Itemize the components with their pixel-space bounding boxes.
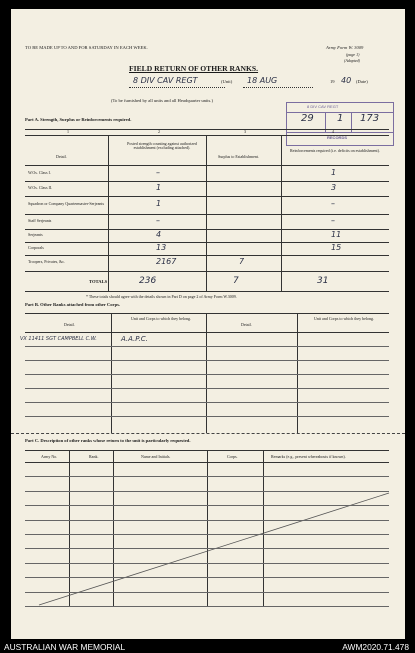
part-b-heading: Part B. Other Ranks attached from other Corps. [25,302,121,307]
ruled-line [25,346,389,347]
total-reinf: 31 [317,276,329,286]
part-b-unit-entry: A.A.P.C. [121,335,148,343]
ruled-line [25,402,389,403]
date-label: (Date) [356,79,368,84]
ruled-line [25,577,389,578]
year-entry: 40 [341,76,352,85]
strike-through-line [11,9,405,639]
part-a-row-posted: 4 [156,229,162,239]
col-header-detail: Detail. [56,154,67,159]
part-a-row-reinf: 15 [331,242,342,252]
credit-bar [0,640,415,653]
part-a-row-posted: 1 [156,199,162,208]
form-name: Army Form W. 3009 [326,45,364,50]
part-a-row-detail: Staff Serjeants [28,217,52,223]
part-c-heading: Part C. Description of other ranks whose return to the unit is particularly requested. [25,438,191,443]
ruled-line [25,520,389,521]
part-a-row-posted: – [156,215,160,225]
part-a-row-detail: W.Os. Class II. [28,184,53,190]
date-entry: 18 AUG [247,76,278,85]
part-b-detail-entry: VX 11411 SGT CAMPBELL C.W. [20,336,97,342]
credit-right: AWM2020.71.478 [342,642,409,652]
part-a-row-posted: 13 [156,242,167,252]
col-header-reinf: Reinforcements required (i.e. deficits on establishment). [290,148,380,153]
total-surplus: 7 [233,276,239,286]
ruled-line [25,534,389,535]
ruled-line [25,606,389,607]
col-header-posted: Posted strength counting against authorized establishment (excluding attached). [127,141,197,150]
part-a-row-detail: Serjeants [28,231,43,237]
row-rule [25,255,389,256]
furnished-note: (To be furnished by all units and all Headquarter units.) [111,98,213,103]
credit-left: AUSTRALIAN WAR MEMORIAL [4,642,126,652]
part-a-row-posted: 1 [156,182,162,192]
part-a-row-reinf: – [331,199,335,208]
ruled-line [25,360,389,361]
part-a-row-detail: Corporals [28,244,44,250]
instruction-text: TO BE MADE UP TO AND FOR SATURDAY IN EACH WEEK. [25,45,148,50]
ruled-line [25,491,389,492]
part-a-row-reinf: 11 [331,229,342,239]
part-a-row-posted: – [156,167,160,177]
part-a-row-detail: Squadron or Company Quartermaster-Serjeants [28,201,105,206]
form-page: (page 1) [346,52,360,57]
unit-entry: 8 DIV CAV REGT [133,76,198,85]
row-rule [25,196,389,197]
registry-stamp: 8 DIV CAV REGT 29 1 173 RECORDS [286,102,394,146]
ruled-line [25,476,389,477]
part-a-footnote: * These totals should agree with the details shown in Part D on page 2 of Army Form W.3009. [86,294,237,299]
part-a-row-reinf: 1 [331,167,337,177]
ruled-line [25,505,389,506]
row-rule [25,181,389,182]
ruled-line [25,592,389,593]
year-prefix: 19 [330,79,335,84]
part-a-row-detail: W.Os. Class I. [28,169,51,175]
part-a-row-reinf: 3 [331,182,337,192]
ruled-line [25,563,389,564]
part-a-heading: Part A. Strength, Surplus or Reinforcements required. [25,117,132,122]
col-header-surplus: Surplus to Establishment. [218,154,259,159]
row-rule [25,214,389,215]
unit-label: (Unit) [221,79,233,84]
part-a-row-posted: 2167 [156,257,177,266]
part-a-row-surplus: 7 [239,257,245,266]
ruled-line [25,374,389,375]
form-title: FIELD RETURN OF OTHER RANKS. [129,64,259,73]
ruled-line [25,416,389,417]
ruled-line [25,548,389,549]
total-posted: 236 [139,276,157,286]
row-rule [25,271,389,272]
totals-label: TOTALS [89,279,108,284]
part-a-row-reinf: – [331,215,335,225]
part-a-row-detail: Troopers, Privates, &c. [28,259,66,264]
ruled-line [25,388,389,389]
form-adapted: (Adapted) [344,58,360,63]
form-sheet: TO BE MADE UP TO AND FOR SATURDAY IN EACH WEEK. Army Form W. 3009 (page 1) (Adapted) FIELD RETURN OF OTHER RANKS. 8 DIV CAV REGT (Unit) 18 AUG 19 40 (Date) (To be furnished by all units and all Headquarter units.) 8 DIV CAV REGT 29 1 173 RECORDS Part A. Strength, Surplus or Reinforcements required. 1 2 3 4 Detail. Posted strength counting against authorized establishment (excluding attached). Surplus to Establishment. Reinforcements required (i.e. deficits on establishment). TOTALS 236 7 31 * These totals should agree with the details shown in Part D on page 2 of Army Form W.3009. Part B. Other Ranks attached from other Corps. Detail. Unit and Corps to which they belong. Detail. Unit and Corps to which they belong. VX 11411 SGT CAMPBELL C.W. A.A.P.C. Part C. Description of other ranks whose return to the unit is particularly requested. Army No. Rank. Name and Initials. Corps. Remarks (e.g., present whereabouts if known). W.Os. Class I. – 1 W.Os. Class II. 1 3 Squadron or Company Quartermaster-Serjeants 1 – Staff Serjeants – – Serjeants 4 11 Corporals 13 15 Troopers, Privates, &c. 2167 7 [11,9,405,639]
